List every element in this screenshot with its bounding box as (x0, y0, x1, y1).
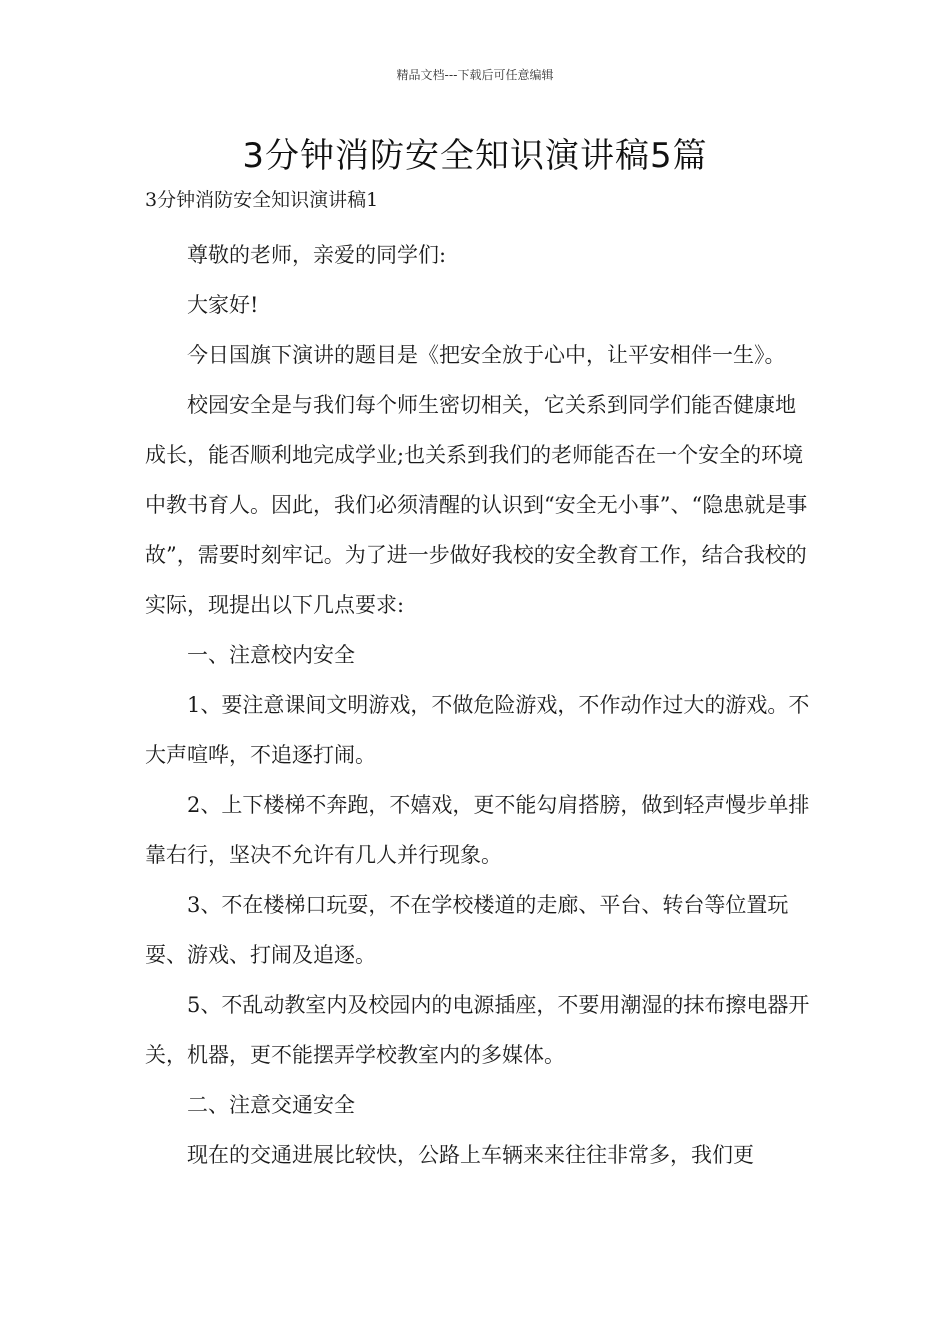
paragraph-hello: 大家好! (187, 293, 259, 317)
header-note: 精品文档---下载后可任意编辑 (396, 68, 554, 82)
section-heading-campus: 一、注意校内安全 (187, 643, 355, 667)
paragraph-rule-3: 3、不在楼梯口玩耍，不在学校楼道的走廊、平台、转台等位置玩耍、游戏、打闹及追逐。 (145, 893, 789, 967)
paragraph-rule-1: 1、要注意课间文明游戏，不做危险游戏，不作动作过大的游戏。不大声喧哗，不追逐打闹。 (145, 693, 810, 767)
paragraph-rule-2: 2、上下楼梯不奔跑，不嬉戏，更不能勾肩搭膀，做到轻声慢步单排靠右行，坚决不允许有几人并行现象。 (145, 793, 810, 867)
document-body (145, 184, 810, 1180)
document-title: 3分钟消防安全知识演讲稿5篇 (242, 136, 708, 176)
paragraph-campus-safety: 校园安全是与我们每个师生密切相关，它关系到同学们能否健康地成长，能否顺利地完成学业;也关系到我们的老师能否在一个安全的环境中教书育人。因此，我们必须清醒的认识到“安全无小事”、“隐患就是事故”，需要时刻牢记。为了进一步做好我校的安全教育工作，结合我校的实际，现提出以下几点要求: (145, 393, 808, 617)
paragraph-greeting: 尊敬的老师，亲爱的同学们: (187, 243, 447, 267)
paragraph-topic: 今日国旗下演讲的题目是《把安全放于心中，让平安相伴一生》。 (187, 343, 786, 367)
document-subtitle: 3分钟消防安全知识演讲稿1 (145, 189, 379, 211)
section-heading-traffic: 二、注意交通安全 (187, 1093, 355, 1117)
paragraph-traffic: 现在的交通进展比较快，公路上车辆来来往往非常多，我们更 (187, 1143, 754, 1167)
paragraph-rule-5: 5、不乱动教室内及校园内的电源插座，不要用潮湿的抹布擦电器开关，机器，更不能摆弄学校教室内的多媒体。 (145, 993, 810, 1067)
